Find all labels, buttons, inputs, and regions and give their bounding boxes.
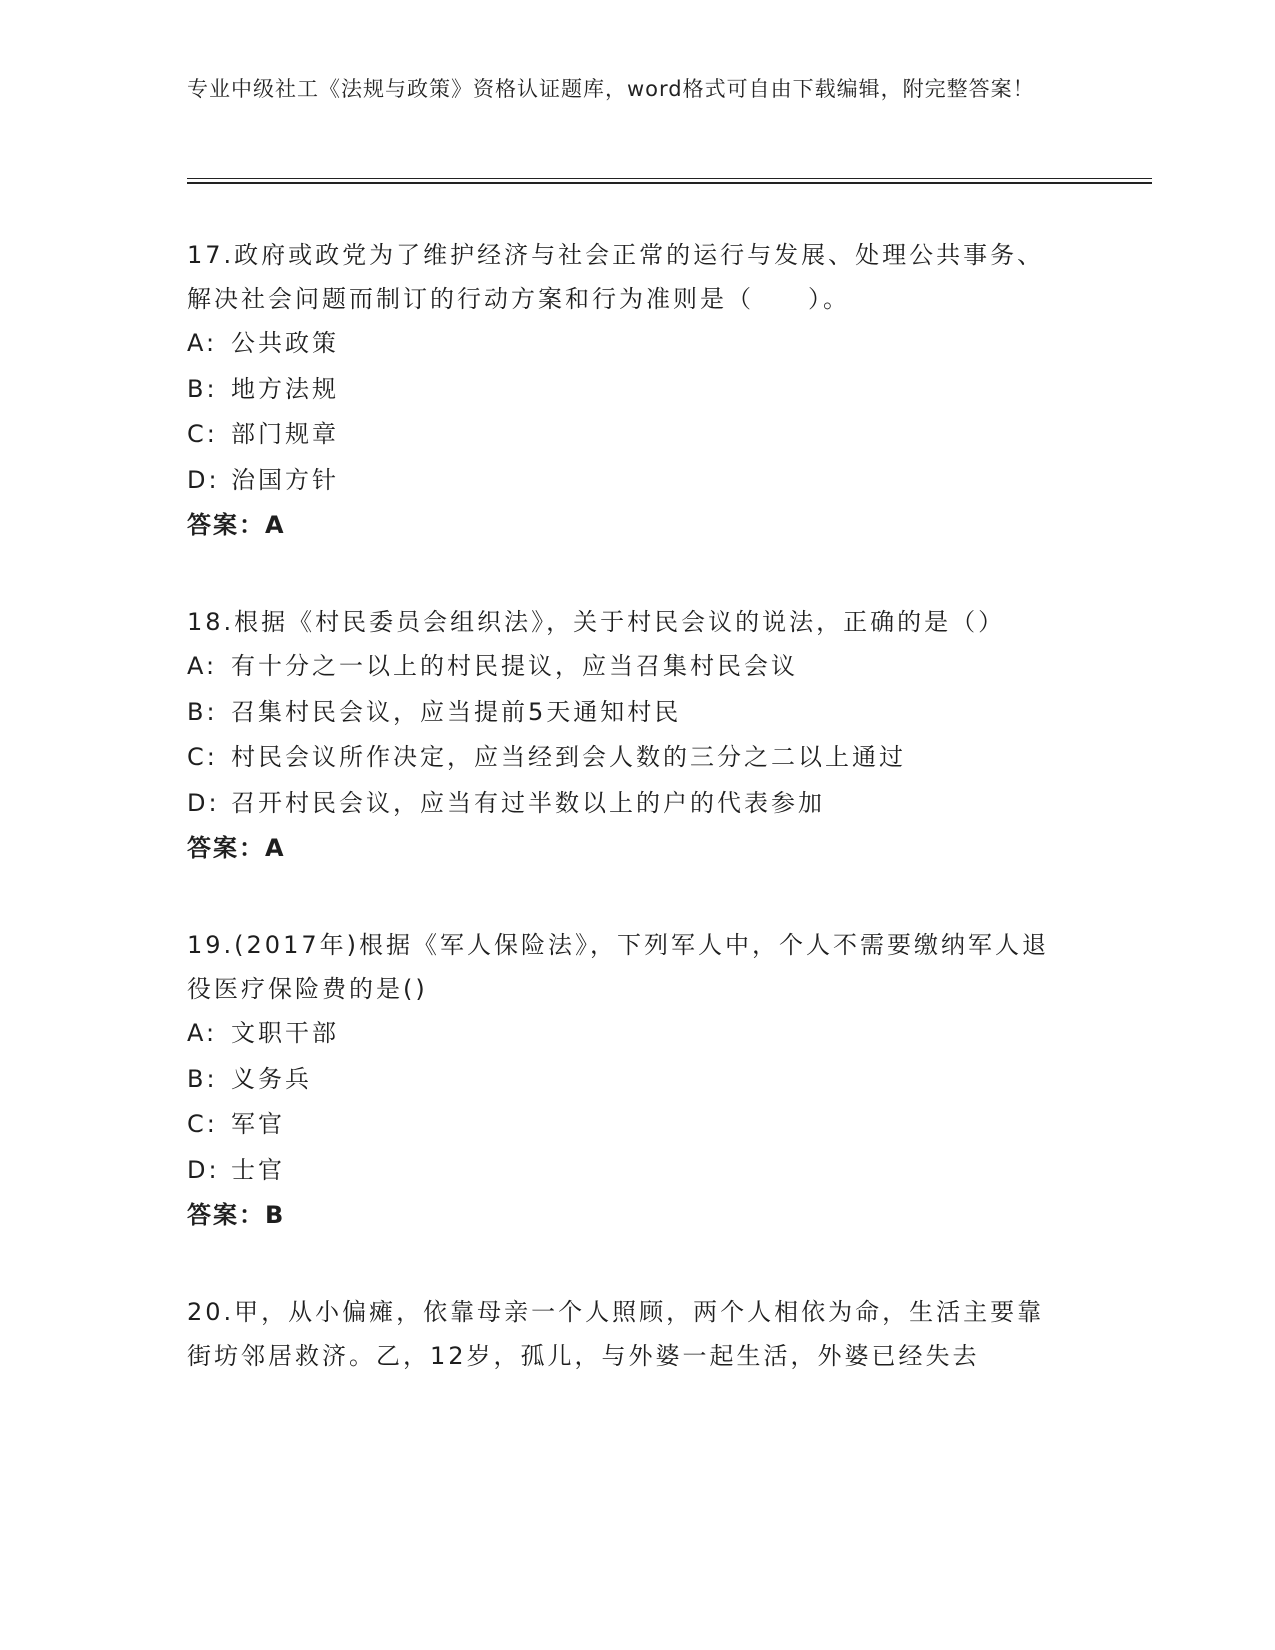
header-divider-top (187, 178, 1152, 179)
question-stem: 18.根据《村民委员会组织法》，关于村民会议的说法，正确的是（） (187, 608, 1006, 636)
option-text: 村民会议所作决定，应当经到会人数的三分之二以上通过 (231, 743, 906, 771)
option-d (187, 1148, 1087, 1194)
question-stem: 17.政府或政党为了维护经济与社会正常的运行与发展、处理公共事务、解决社会问题而制订的行动方案和行为准则是（ ）。 (187, 241, 1045, 313)
option-text: 文职干部 (231, 1019, 339, 1047)
option-key: C: (187, 1110, 218, 1138)
option-text: 部门规章 (231, 420, 339, 448)
option-text: 公共政策 (231, 329, 339, 357)
option-b (187, 367, 1087, 413)
option-b (187, 690, 1087, 736)
answer-line: 答案：A (187, 834, 286, 862)
option-key: B: (187, 1064, 218, 1093)
question-20 (187, 1290, 1087, 1378)
question-stem: 19.(2017年)根据《军人保险法》，下列军人中，个人不需要缴纳军人退役医疗保险费的是() (187, 931, 1049, 1003)
answer-line: 答案：A (187, 511, 286, 539)
option-text: 地方法规 (231, 374, 339, 403)
option-text: 义务兵 (231, 1064, 312, 1093)
question-17 (187, 233, 1087, 548)
option-d (187, 458, 1087, 504)
option-a (187, 321, 1087, 367)
option-a (187, 644, 1087, 690)
option-c (187, 1102, 1087, 1148)
option-text: 士官 (231, 1155, 285, 1184)
option-text: 召开村民会议，应当有过半数以上的户的代表参加 (231, 788, 825, 817)
option-a (187, 1011, 1087, 1057)
header-divider-bottom (187, 182, 1152, 184)
option-key: B: (187, 374, 218, 403)
option-key: D: (187, 788, 220, 817)
question-list (187, 233, 1087, 1378)
option-text: 治国方针 (231, 465, 339, 494)
answer-line: 答案：B (187, 1201, 286, 1229)
question-18 (187, 600, 1087, 871)
option-c (187, 412, 1087, 458)
option-key: D: (187, 465, 220, 494)
option-key: B: (187, 697, 218, 726)
option-key: C: (187, 743, 218, 771)
option-key: D: (187, 1155, 220, 1184)
question-19 (187, 923, 1087, 1238)
option-b (187, 1057, 1087, 1103)
option-text: 军官 (231, 1110, 285, 1138)
option-key: A: (187, 652, 218, 680)
option-key: C: (187, 420, 218, 448)
option-c (187, 735, 1087, 781)
option-key: A: (187, 1019, 218, 1047)
option-text: 召集村民会议，应当提前5天通知村民 (231, 697, 682, 726)
question-stem: 20.甲，从小偏瘫，依靠母亲一个人照顾，两个人相依为命，生活主要靠街坊邻居救济。乙，12岁，孤儿，与外婆一起生活，外婆已经失去 (187, 1298, 1045, 1370)
option-key: A: (187, 329, 218, 357)
option-text: 有十分之一以上的村民提议，应当召集村民会议 (231, 652, 798, 680)
option-d (187, 781, 1087, 827)
page-header: 专业中级社工《法规与政策》资格认证题库，word格式可自由下载编辑，附完整答案！ (187, 77, 1035, 101)
